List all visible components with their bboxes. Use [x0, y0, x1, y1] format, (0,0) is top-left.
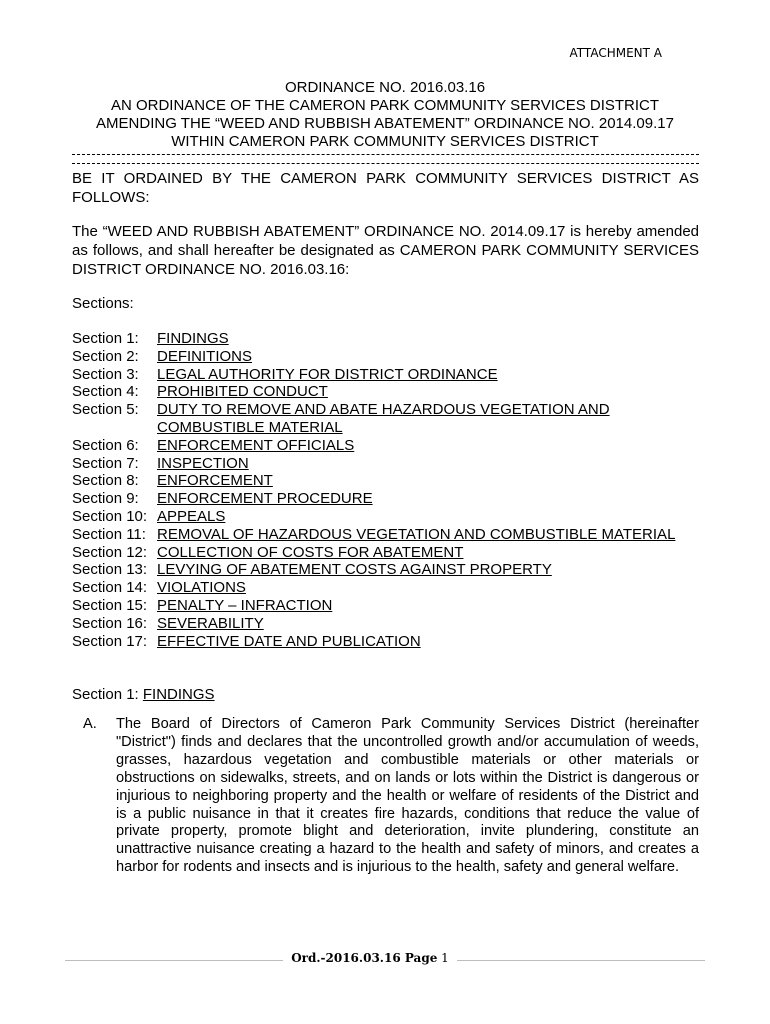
- page-footer: [65, 950, 705, 970]
- finding-paragraph-a: [72, 716, 699, 877]
- toc-section-number: Section 7:: [72, 454, 139, 472]
- toc-item: [72, 330, 699, 348]
- title-line: AMENDING THE “WEED AND RUBBISH ABATEMENT” ORDINANCE NO. 2014.09.17: [96, 115, 674, 132]
- toc-item: [72, 401, 699, 437]
- toc-section-title: VIOLATIONS: [157, 579, 246, 597]
- title-line: ORDINANCE NO. 2016.03.16: [284, 79, 486, 96]
- toc-section-title: APPEALS: [157, 507, 226, 525]
- toc-section-title: FINDINGS: [157, 330, 229, 347]
- toc-section-number: Section 1:: [72, 330, 139, 347]
- toc-section-title: REMOVAL OF HAZARDOUS VEGETATION AND COMBUSTIBLE MATERIAL: [157, 525, 676, 543]
- footer-rule-left: [65, 960, 283, 961]
- toc-section-number: Section 10:: [72, 507, 148, 525]
- toc-section-number: Section 15:: [72, 596, 148, 614]
- toc-item: [72, 348, 699, 366]
- toc-item: [72, 455, 699, 473]
- toc-section-title: ENFORCEMENT: [157, 472, 273, 490]
- toc-section-number: Section 16:: [72, 614, 148, 632]
- section-1-prefix: Section 1:: [72, 686, 143, 703]
- toc-section-number: Section 6:: [72, 436, 139, 454]
- toc-item: [72, 561, 699, 579]
- toc-section-number: Section 12:: [72, 543, 148, 561]
- sections-heading: Sections:: [72, 295, 134, 312]
- section-1-title: FINDINGS: [142, 686, 215, 703]
- ordinance-title: [70, 79, 700, 151]
- toc-section-title: LEVYING OF ABATEMENT COSTS AGAINST PROPERTY: [157, 561, 552, 579]
- toc-section-title: PROHIBITED CONDUCT: [157, 383, 328, 401]
- toc-section-number: Section 14:: [72, 579, 148, 597]
- toc-section-title: ENFORCEMENT OFFICIALS: [157, 436, 355, 454]
- toc-section-number: Section 5:: [72, 401, 139, 419]
- toc-section-number: Section 13:: [72, 561, 148, 579]
- toc-section-title: COLLECTION OF COSTS FOR ABATEMENT: [157, 543, 464, 561]
- toc-item: [72, 526, 699, 544]
- toc-section-number: Section 11:: [72, 525, 146, 543]
- toc-section-number: Section 8:: [72, 472, 139, 490]
- toc-item: [72, 472, 699, 490]
- toc-section-title: DUTY TO REMOVE AND ABATE HAZARDOUS VEGETATION AND COMBUSTIBLE MATERIAL: [157, 401, 610, 436]
- toc-section-number: Section 9:: [72, 490, 139, 508]
- toc-item: [72, 615, 699, 633]
- toc-section-number: Section 3:: [72, 365, 139, 383]
- footer-label: Ord.-2016.03.16 Page: [291, 951, 438, 965]
- footer-text: [287, 951, 453, 965]
- title-line: WITHIN CAMERON PARK COMMUNITY SERVICES DISTRICT: [171, 133, 599, 150]
- table-of-contents: [72, 330, 699, 650]
- toc-section-title: INSPECTION: [157, 454, 249, 472]
- toc-section-title: DEFINITIONS: [157, 347, 253, 365]
- ordained-clause: BE IT ORDAINED BY THE CAMERON PARK COMMUNITY SERVICES DISTRICT AS FOLLOWS:: [72, 170, 699, 206]
- toc-item: [72, 633, 699, 651]
- toc-section-title: SEVERABILITY: [157, 614, 264, 632]
- toc-section-title: EFFECTIVE DATE AND PUBLICATION: [157, 632, 421, 650]
- toc-item: [72, 383, 699, 401]
- toc-item: [72, 508, 699, 526]
- paragraph-text: The Board of Directors of Cameron Park Community Services District (hereinafter "District") finds and declares that the uncontrolled growth and/or accumulation of weeds, grasses, hazardous vegetation and combustible materials or other materials or obstructions on sidewalks, streets, and on lands or lots within the District is dangerous or injurious to neighboring property and the health or welfare of residents of the District and is a public nuisance in that it creates fire hazards, conditions that reduce the value of private property, promote blight and deterioration, invite plundering, constitute an unattractive nuisance creating a hazard to the health and safety of minors, and creates a harbor for rodents and insects and is injurious to the health, safety and general welfare.: [116, 716, 699, 876]
- toc-item: [72, 597, 699, 615]
- page-number: 1: [441, 951, 449, 965]
- toc-section-number: Section 17:: [72, 632, 148, 650]
- paragraph-letter: A.: [83, 716, 97, 732]
- toc-section-title: PENALTY – INFRACTION: [157, 596, 333, 614]
- toc-item: [72, 437, 699, 455]
- double-dashed-divider: [72, 154, 699, 164]
- footer-rule-right: [457, 960, 705, 961]
- amendment-paragraph: The “WEED AND RUBBISH ABATEMENT” ORDINANCE NO. 2014.09.17 is hereby amended as follows, and shall hereafter be designated as CAMERON PARK COMMUNITY SERVICES DISTRICT ORDINANCE NO. 2016.03.16:: [72, 223, 699, 278]
- toc-item: [72, 366, 699, 384]
- toc-section-title: LEGAL AUTHORITY FOR DISTRICT ORDINANCE: [157, 365, 498, 383]
- toc-section-number: Section 4:: [72, 383, 139, 401]
- section-1-heading: [72, 686, 215, 703]
- toc-item: [72, 490, 699, 508]
- toc-item: [72, 544, 699, 562]
- title-line: AN ORDINANCE OF THE CAMERON PARK COMMUNITY SERVICES DISTRICT: [110, 97, 660, 114]
- toc-item: [72, 579, 699, 597]
- toc-section-title: ENFORCEMENT PROCEDURE: [157, 490, 373, 508]
- toc-section-number: Section 2:: [72, 347, 139, 365]
- attachment-label: ATTACHMENT A: [569, 46, 662, 60]
